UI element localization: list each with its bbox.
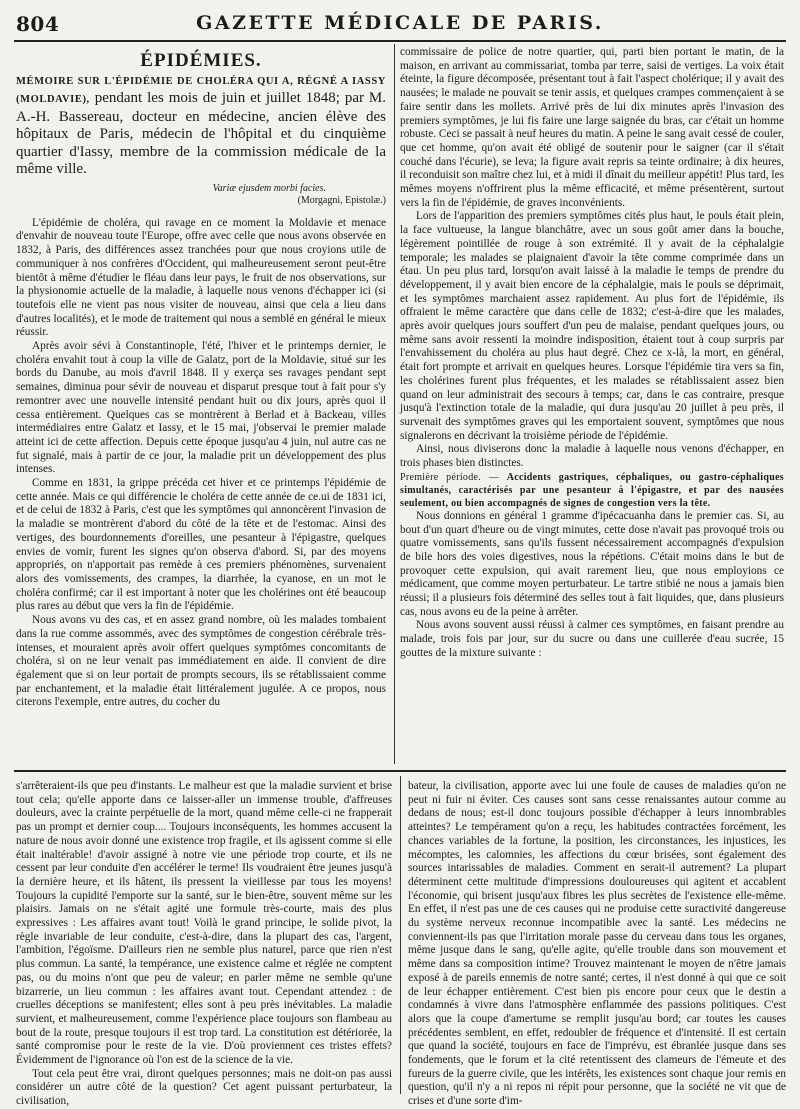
period-label: Première période. —: [400, 471, 500, 483]
paragraph: Comme en 1831, la grippe précéda cet hiver et ce printemps l'épidémie de cette année. Mais ce qui différencie le choléra de cette année de ce.ui de 1831 ici, et de celui de 1832 à Paris, c'est que les symptômes qui annoncèrent l'invasion de la maladie se montrèrent d'abord du côté de la tête et de l'estomac. Ainsi des vertiges, des bourdonnements d'oreilles, une pesanteur à l'épigastre, quelques envies de vomir, furent les signes qu'on observa d'abord. Si, par des moyens appropriés, on n'apportait pas remède à ces premiers phénomènes, survenaient alors des vomissements, des crampes, la diarrhée, la cyanose, en un mot le choléra confirmé; car il est important à noter que les cholérines ont été beaucoup plus rares au début que vers la fin de l'épidémie.: [16, 477, 386, 613]
paragraph: bateur, la civilisation, apporte avec lui une foule de causes de maladies qu'on ne peut ni fuir ni éviter. Ces causes sont sans cesse renaissantes autour comme au dedans de nous; est-il donc toujours possible d'échapper à leurs innombrables atteintes? Le tempérament qu'on a reçu, les habitudes contractées forcément, les chances variables de la fortune, la position, les circonstances, les injustices, les mécomptes, les calomnies, les affections du cœur brisées, sont également des sources intarissables de maladies. Comment en serait-il autrement? La plupart déterminent cette multitude d'impressions douloureuses qui agitent et accablent l'économie, qui brisent jusqu'aux fibres les plus secrètes de l'existence elle-même. En effet, il n'est pas une de ces causes qui ne produise cette suractivité dangereuse du système nerveux reconnue incompatible avec la santé. Les médecins ne conviennent-ils pas que l'irritation morale passe du cerveau dans tous les organes, même jusque dans le sang, qu'elle agite, qu'elle trouble dans son mouvement et même dans sa composition intime? Trouvez maintenant le moyen de n'être jamais exposé à de pareils ennemis de notre santé; certes, il n'est donné à qui que ce soit de leur échapper entièrement. C'est bien pis encore pour ceux que le destin a condamnés à vivre dans l'atmosphère enflammée des passions politiques. C'est alors que la coupe d'amertume se remplit jusqu'au bord; car toutes les causes précédentes semblent, en effet, redoubler de fréquence et d'intensité. Il est certain que quand la société, toujours en face de l'imprévu, est ébranlée jusque dans ses fondements, que le forum et la cité retentissent des clameurs de l'émeute et des fureurs de la guerre civile, que les intérêts, les existences sont chaque jour remis en question, qu'il n'y a ni repos ni répit pour personne, que la société ne vit que de crises et d'une sorte d'im-: [408, 780, 786, 1108]
epigraph: [16, 183, 386, 207]
page-header: [14, 10, 786, 42]
paragraph: s'arrêteraient-ils que peu d'instants. Le malheur est que la maladie survient et brise tout cela; qu'elle apporte dans ce laisser-aller un immense trouble, d'affreuses douleurs, avec la crainte perpétuelle de la mort, quand même celle-ci ne frapperait pas un prompt et dernier coup.... Toujours inconséquents, les hommes accusent la nature de nous avoir donné une existence trop fragile, et ils agissent comme si elle était inaltérable! d'avoir assigné à notre vie une période trop courte, et ils ne cessent par leur conduite d'en accélérer le terme! Ils voudraient être jeunes jusqu'à la dernière heure, et ils hâtent, ils pressent la vieillesse par tous les moyens! Toujours la cupidité l'emporte sur la santé, sur le bien-être, souvent même sur les plaisirs. Jamais on ne s'était agité une formule très-courte, mais des plus expressives : Les affaires avant tout! Voilà le grand principe, le solide pivot, la règle invariable de leur conduite, c'est-à-dire, dans la plupart des cas, l'argent, l'ambition, l'égoïsme. D'ailleurs rien ne semble plus naturel, parce que rien n'est plus commun. La santé, la tempérance, une existence calme et réglée ne comptent pas, ou du moins n'ont que peu de valeur; en parler même ne semble qu'une bizarrerie, un lieu commun : les affaires avant tout. Cependant attendez : de cruelles déceptions se manifestent; elles sont à peu près inévitables. La maladie survient, et malheureusement, comme l'expérience place toujours son flambeau au bout de la route, presque toujours il est trop tard. La constitution est détériorée, la santé compromise pour le reste de la vie. D'où proviennent ces tristes effets? Évidemment de l'ignorance où l'on est de la science de la vie.: [16, 780, 392, 1067]
right-column: [400, 46, 784, 661]
paragraph: Nous avons souvent aussi réussi à calmer ces symptômes, en faisant prendre au malade, trois fois par jour, sur du sucre ou dans une cuillerée d'eau sucrée, 15 gouttes de la mixture suivante :: [400, 619, 784, 659]
page-number: 804: [16, 12, 60, 36]
bottom-right-column: [408, 780, 786, 1109]
epigraph-quote: Variæ ejusdem morbi facies.: [212, 182, 326, 194]
article-title: [16, 72, 386, 179]
paragraph: Lors de l'apparition des premiers symptômes cités plus haut, le pouls était plein, la face vultueuse, la langue blanchâtre, avec un sous goût amer dans la bouche, légèrement pointillée de rouge à son extrémité. Il y avait de la céphalalgie temporale; les malades se plaignaient d'avoir la tête comme comprimée dans un étau. Un peu plus tard, lorsqu'on avait laissé à la maladie le temps de prendre du développement, il y avait bien encore de la céphalalgie, mais le pouls se déprimait, et les symptômes marchaient assez rapidement. Au plus fort de l'épidémie, ils offraient le même caractère que dans celle de 1832; c'est-à-dire que les malades, après avoir quelques jours souffert d'un peu de malaise, pendant quelques jours, ou même sans avoir ressenti la moindre indisposition, étaient tout à coup surpris par l'envahissement du choléra au plus haut degré. Chez ce x-là, la mort, en général, était fort prompte et arrivait en quelques heures. Lorsque l'épidémie tira vers sa fin, les cholérines furent plus fréquentes, et les malades se rétablissaient assez bien quand on leur administrait des secours à temps; car, dans le cas contraire, presque jusqu'à l'extinction totale de la maladie, qui dura jusqu'au 20 juillet à peu près, il survenait des symptômes graves qui les emportaient souvent, symptômes que nous signalerons en décrivant la troisième période de l'épidémie.: [400, 210, 784, 442]
bottom-left-column: [16, 780, 392, 1109]
paragraph: Après avoir sévi à Constantinople, l'été, l'hiver et le printemps dernier, le choléra envahit tout à coup la ville de Galatz, port de la Moldavie, situé sur les bords du Danube, au mois d'avril 1848. Il y exerça ses ravages pendant sept semaines, diminua pour sévir de nouveau et disparut presque tout à fait pour s'y remontrer avec une nouvelle intensité pendant huit ou dix jours, après quoi il cessa entièrement. Quelques cas se montrèrent à Berlad et à Backeau, villes intermédiaires entre Galatz et Iassy, et le 15 mai, j'observai le premier malade atteint ici de cette affection. Depuis cette époque jusqu'au 4 juin, nul autre cas ne fut signalé, mais à partir de ce jour, la maladie prit un développement des plus intenses.: [16, 340, 386, 476]
journal-title: GAZETTE MÉDICALE DE PARIS.: [196, 12, 604, 34]
article-title-rest: pendant les mois de juin et juillet 1848; par M. A.-H. Bassereau, docteur en médecine, ancien élève des hôpitaux de Paris, médecin de l'hôpital et du cinquième quartier d'Iassy, membre de la commission médicale de la même ville.: [16, 90, 386, 178]
column-divider: [394, 44, 395, 764]
column-divider-bottom: [400, 776, 401, 1094]
period-heading: [400, 471, 784, 510]
section-title: ÉPIDÉMIES.: [140, 50, 262, 71]
period-text: Accidents gastriques, céphaliques, ou gastro-céphaliques simultanés, caractérisés par une pesanteur à l'épigastre, et par des nausées seulement, ou bien accompagnés de signes de congestion vers la tête.: [400, 471, 784, 509]
article-title-smallcaps: MÉMOIRE SUR L'ÉPIDÉMIE DE CHOLÉRA QUI A, RÉGNÉ A IASSY (MOLDAVIE),: [16, 75, 386, 106]
paragraph: L'épidémie de choléra, qui ravage en ce moment la Moldavie et menace d'envahir de nouveau toute l'Europe, offre avec celle que nous avons observée en 1832, à Paris, des différences assez tranchées pour que nous croyions utile de communiquer à nos confrères d'Occident, qui malheureusement seront peut-être bientôt à même d'étudier le fléau dans leur pays, le fruit de nos observations, sur la physionomie actuelle de la maladie, à laquelle nous venons d'échapper ici (si toutefois elle ne vient pas nous visiter de nouveau, ainsi que cela a lieu dans d'autres localités), et le mode de traitement qui nous a semblé en général le mieux réussir.: [16, 216, 386, 339]
epigraph-source: (Morgagni, Epistolæ.): [297, 194, 386, 206]
paragraph: Ainsi, nous diviserons donc la maladie à laquelle nous venons d'échapper, en trois phases bien distinctes.: [400, 443, 784, 470]
paragraph: Nous avons vu des cas, et en assez grand nombre, où les malades tombaient dans la rue comme assommés, avec des symptômes de congestion cérébrale très-intenses, et mouraient après avoir offert quelques symptômes concomitants de choléra, si on ne leur venait pas immédiatement en aide. Il convient de dire également que si on leur portait de prompts secours, ils se rétablissaient comme par enchantement, et la maladie était littéralement jugulée. A ce propos, nous citerons l'exemple, entre autres, du cocher du: [16, 614, 386, 709]
paragraph: commissaire de police de notre quartier, qui, parti bien portant le matin, de la maison, en arrivant au commissariat, tomba par terre, saisi de vertiges. La voix était éteinte, la figure décomposée, présentant tout à fait l'aspect cholérique; il y avait des nausées; le malade ne pouvait se tenir assis, et quelques crampes commençaient à se faire sentir dans les mollets. Arrivé près de lui dix minutes après l'invasion des premiers symptômes, je lui fis faire une large saignée du bras, car c'était un homme robuste. Ceci se passait à neuf heures du matin. A peine le sang avait cessé de couler, que cet homme, qu'on avait été obligé de soutenir pour le saigner (car il s'était couché dans l'écurie), se leva; la figure avait repris sa teinte ordinaire; à dix heures, il reconduisit son maître chez lui, et à midi il dînait du meilleur appétit! Plus tard, les mêmes moyens n'offrirent plus la même efficacité, et même présentèrent, surtout vers la fin de l'épidémie, de graves inconvénients.: [400, 46, 784, 209]
paragraph: Tout cela peut être vrai, diront quelques personnes; mais ne doit-on pas aussi considérer un autre côté de la question? Cet agent puissant perturbateur, la civilisation,: [16, 1067, 392, 1108]
section-divider: [14, 770, 786, 772]
left-column: [16, 52, 386, 710]
paragraph: Nous donnions en général 1 gramme d'ipécacuanha dans le premier cas. Si, au bout d'un quart d'heure ou de vingt minutes, cette dose n'avait pas provoqué trois ou quatre vomissements, sans qu'ils fussent nécessairement accompagnés d'expulsion de bile hors des voies digestives, nous la répétions. C'était moins dans le but de provoquer cette expulsion, qui avait rarement lieu, que nous employions ce médicament, que comme moyen perturbateur. Le tartre stibié ne nous a jamais bien réussi; il a plusieurs fois déterminé des selles tout à fait liquides, que, dans plusieurs cas, nous avons eu de la peine à arrêter.: [400, 509, 784, 618]
